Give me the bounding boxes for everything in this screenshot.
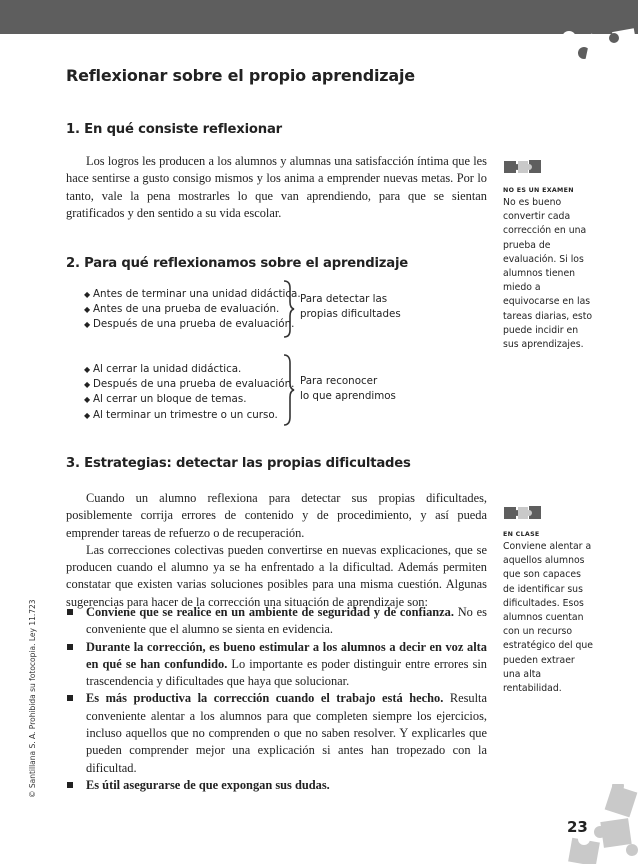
section-3-paragraph-2: Las correcciones colectivas pueden convertirse en nuevas explicaciones, que se producen cuando el alumno ya se ha enfrentado a la dificultad. Además permiten constatar que existen varias soluciones posibles para una misma cuestión. Algunas sugerencias para hacer de la corrección una situación de aprendizaje son:: [66, 542, 487, 609]
sidebar-note-label: EN CLASE: [503, 531, 540, 538]
sidebar-note-label: NO ES UN EXAMEN: [503, 187, 574, 194]
sidebar-note-1: [503, 187, 593, 352]
list-item: ◆ Antes de terminar una unidad didáctica.: [84, 287, 301, 302]
puzzle-sidebar-icon: [503, 504, 543, 522]
list-item: ◆ Antes de una prueba de evaluación.: [84, 302, 301, 317]
square-bullet-icon: [67, 782, 73, 788]
brace-icon: [281, 280, 295, 338]
diamond-bullet-icon: ◆: [84, 290, 91, 299]
section-1-heading: 1. En qué consiste reflexionar: [66, 122, 282, 137]
list-item: ◆ Después de una prueba de evaluación.: [84, 377, 294, 392]
sidebar-note-text: No es bueno convertir cada corrección en una prueba de evaluación. Si los alumnos tienen miedo a equivocarse en las tareas diarias, esto puede incidir en sus aprendizajes.: [503, 197, 593, 351]
reflection-group-1: [84, 287, 301, 333]
reflection-group-2: [84, 362, 294, 423]
list-item: Es útil asegurarse de que expongan sus dudas.: [66, 777, 487, 794]
diamond-bullet-icon: ◆: [84, 380, 91, 390]
diamond-bullet-icon: ◆: [84, 320, 91, 330]
square-bullet-icon: [67, 695, 73, 701]
puzzle-pieces-top-icon: [548, 26, 638, 84]
section-1-paragraph: Los logros les producen a los alumnos y alumnas una satisfacción íntima que les hace sentirse a gusto consigo mismos y los anima a emprender nuevas metas. Por lo tanto, vale la pena mostrarles lo que van aprendiendo, para que se sientan gratificados y den sentido a su vida escolar.: [66, 154, 487, 220]
section-3-text: [66, 490, 487, 611]
list-item: Durante la corrección, es bueno estimular a los alumnos a decir en voz alta en qué se han confundido. Lo importante es poder distinguir entre errores sin trascendencia y dificultades que haya que solucionar.: [66, 639, 487, 691]
brace-icon: [281, 354, 295, 426]
list-item: ◆ Después de una prueba de evaluación.: [84, 317, 301, 332]
section-2-heading: 2. Para qué reflexionamos sobre el aprendizaje: [66, 256, 409, 271]
brace-label-2: Para reconocer lo que aprendimos: [300, 375, 396, 403]
list-item: ◆ Al cerrar la unidad didáctica.: [84, 362, 294, 377]
page-title: Reflexionar sobre el propio aprendizaje: [66, 66, 415, 85]
suggestion-list: [66, 604, 487, 794]
sidebar-note-2: [503, 531, 593, 696]
section-1-text: [66, 153, 487, 222]
sidebar-note-text: Conviene alentar a aquellos alumnos que son capaces de identificar sus dificultades. Esos alumnos cuentan con un recurso estratégico del que pueden extraer una alta rentabilidad.: [503, 541, 594, 695]
list-item: Es más productiva la corrección cuando el trabajo está hecho. Resulta conveniente alentar a los alumnos para que completen siempre los ejercicios, incluso aquellos que no comprenden o que no saben resolver. Y explicarles que pueden comprender mejor una explicación si antes han tropezado con la dificultad.: [66, 690, 487, 776]
square-bullet-icon: [67, 644, 73, 650]
copyright-notice: © Santillana S. A. Prohibida su fotocopia. Ley 11.723: [28, 599, 37, 798]
page-number: 23: [567, 818, 588, 836]
list-item: ◆ Al terminar un trimestre o un curso.: [84, 408, 294, 423]
diamond-bullet-icon: ◆: [84, 395, 91, 405]
section-3-paragraph-1: Cuando un alumno reflexiona para detectar sus propias dificultades, posiblemente corrija errores de contenido y de procedimiento, y así pueda emprender tareas de refuerzo o de recuperación.: [66, 491, 487, 540]
diamond-bullet-icon: ◆: [84, 365, 91, 374]
list-item: Conviene que se realice en un ambiente de seguridad y de confianza. No es conveniente que el alumno se sienta en evidencia.: [66, 604, 487, 639]
square-bullet-icon: [67, 609, 73, 615]
section-3-heading: 3. Estrategias: detectar las propias dificultades: [66, 456, 411, 471]
header-bar: [0, 0, 638, 34]
list-item: ◆ Al cerrar un bloque de temas.: [84, 392, 294, 407]
puzzle-sidebar-icon: [503, 158, 543, 176]
diamond-bullet-icon: ◆: [84, 410, 91, 420]
brace-label-1: Para detectar las propias dificultades: [300, 293, 401, 321]
diamond-bullet-icon: ◆: [84, 305, 91, 315]
